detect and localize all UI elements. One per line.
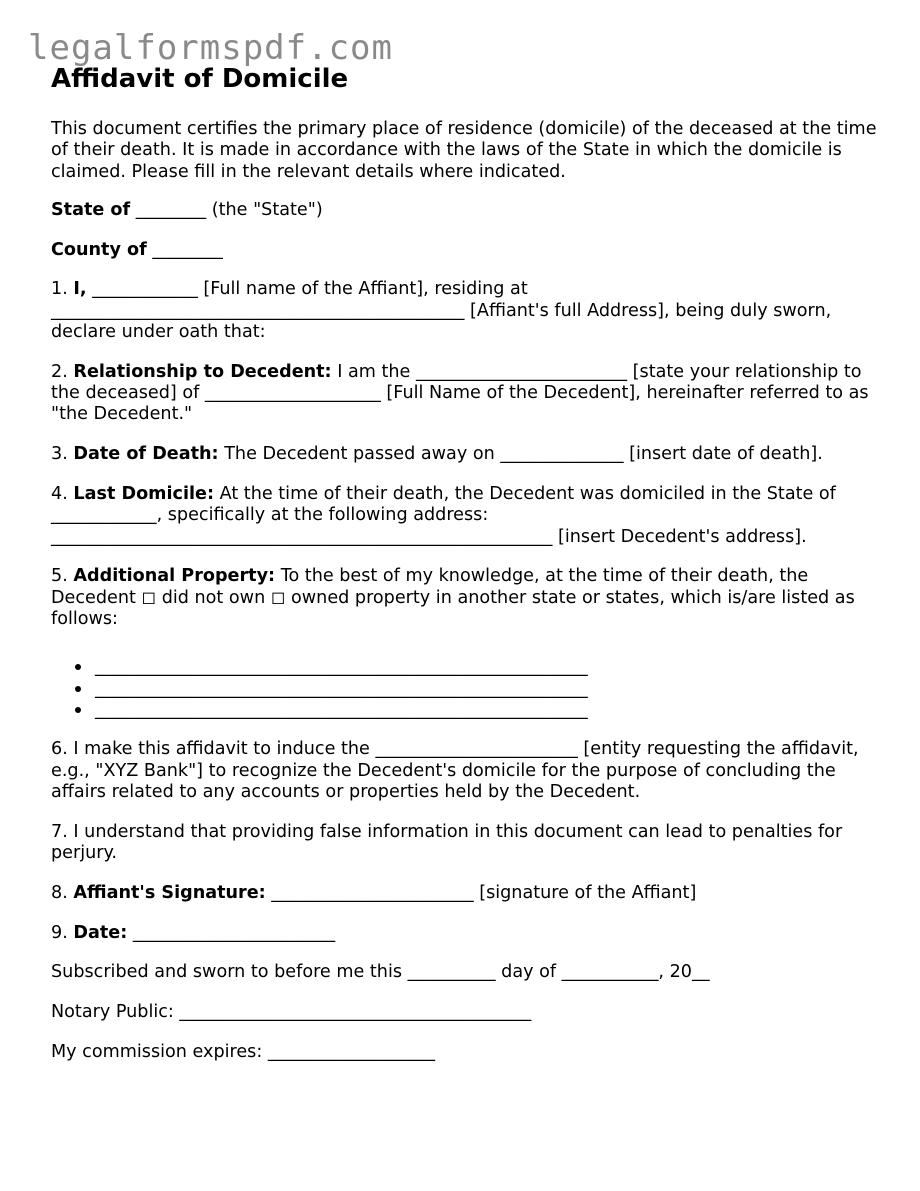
- item-text: To the best of my knowledge, at the time of their death, the Decedent ◻ did not own ◻ owned property in another state or states, which is/are listed as follows:: [51, 566, 855, 630]
- item-text: I make this affidavit to induce the _______________________ [entity requesting the affidavit, e.g., "XYZ Bank"] to recognize the Decedent's domicile for the purpose of concluding the affairs related to any accounts or properties held by the Decedent.: [51, 739, 859, 802]
- item-label: Date of Death:: [73, 444, 219, 465]
- item-number: 2.: [51, 361, 68, 382]
- item-label: Last Domicile:: [73, 484, 214, 505]
- document-body: [51, 119, 881, 1082]
- item-number: 4.: [51, 484, 68, 505]
- document-title: Affidavit of Domicile: [51, 64, 349, 94]
- item-text: At the time of their death, the Decedent was domiciled in the State of ____________, specifically at the following address: _________________________________________________________ [insert Decedent's address].: [51, 484, 836, 547]
- property-line: ________________________________________________________: [95, 657, 881, 678]
- item-5: [51, 566, 881, 630]
- item-number: 5.: [51, 566, 68, 587]
- county-line: [51, 240, 881, 261]
- county-blank: ________: [152, 239, 223, 260]
- item-label: I,: [73, 279, 87, 300]
- item-label: Affiant's Signature:: [73, 882, 266, 903]
- commission-expires-line: My commission expires: ___________________: [51, 1041, 435, 1062]
- item-text: _______________________ [signature of the Affiant]: [271, 882, 697, 903]
- property-line: ________________________________________________________: [95, 679, 881, 700]
- state-blank: ________: [135, 199, 207, 220]
- item-text: I am the ________________________ [state your relationship to the deceased] of ____________________ [Full Name of the Decedent], hereinafter referred to as "the Decedent.": [51, 361, 869, 425]
- item-label: Relationship to Decedent:: [73, 361, 332, 382]
- item-text: I understand that providing false information in this document can lead to penalties for perjury.: [51, 821, 843, 863]
- notary-public-line: Notary Public: ________________________________________: [51, 1002, 532, 1023]
- item-number: 1.: [51, 279, 68, 300]
- state-suffix: (the "State"): [211, 199, 323, 220]
- item-6: [51, 739, 881, 803]
- property-list: [51, 657, 881, 721]
- item-8: [51, 883, 881, 904]
- item-number: 3.: [51, 444, 68, 465]
- item-number: 8.: [51, 882, 68, 903]
- notary-sworn-line: Subscribed and sworn to before me this __________ day of ___________, 20__: [51, 962, 710, 983]
- item-text: The Decedent passed away on ______________ [insert date of death].: [224, 444, 823, 465]
- item-number: 6.: [51, 739, 68, 760]
- item-number: 7.: [51, 821, 68, 842]
- intro-paragraph: This document certifies the primary place of residence (domicile) of the deceased at the time of their death. It is made in accordance with the laws of the State in which the domicile is claimed. Please fill in the relevant details where indicated.: [51, 119, 877, 182]
- item-3: [51, 444, 881, 465]
- item-text: _______________________: [132, 922, 336, 943]
- item-label: Date:: [73, 922, 128, 943]
- state-label: State of: [51, 199, 131, 220]
- watermark: legalformspdf.com: [28, 28, 393, 68]
- property-line: ________________________________________________________: [95, 700, 881, 721]
- item-4: [51, 484, 881, 548]
- item-9: [51, 923, 881, 944]
- state-line: [51, 200, 881, 221]
- item-2: [51, 362, 881, 426]
- item-label: Additional Property:: [73, 566, 276, 587]
- item-text: ____________ [Full name of the Affiant], residing at _______________________________________________ [Affiant's full Address], being duly sworn, declare under oath that:: [51, 279, 832, 343]
- item-7: [51, 822, 881, 865]
- item-number: 9.: [51, 922, 68, 943]
- county-label: County of: [51, 239, 147, 260]
- item-1: [51, 279, 881, 343]
